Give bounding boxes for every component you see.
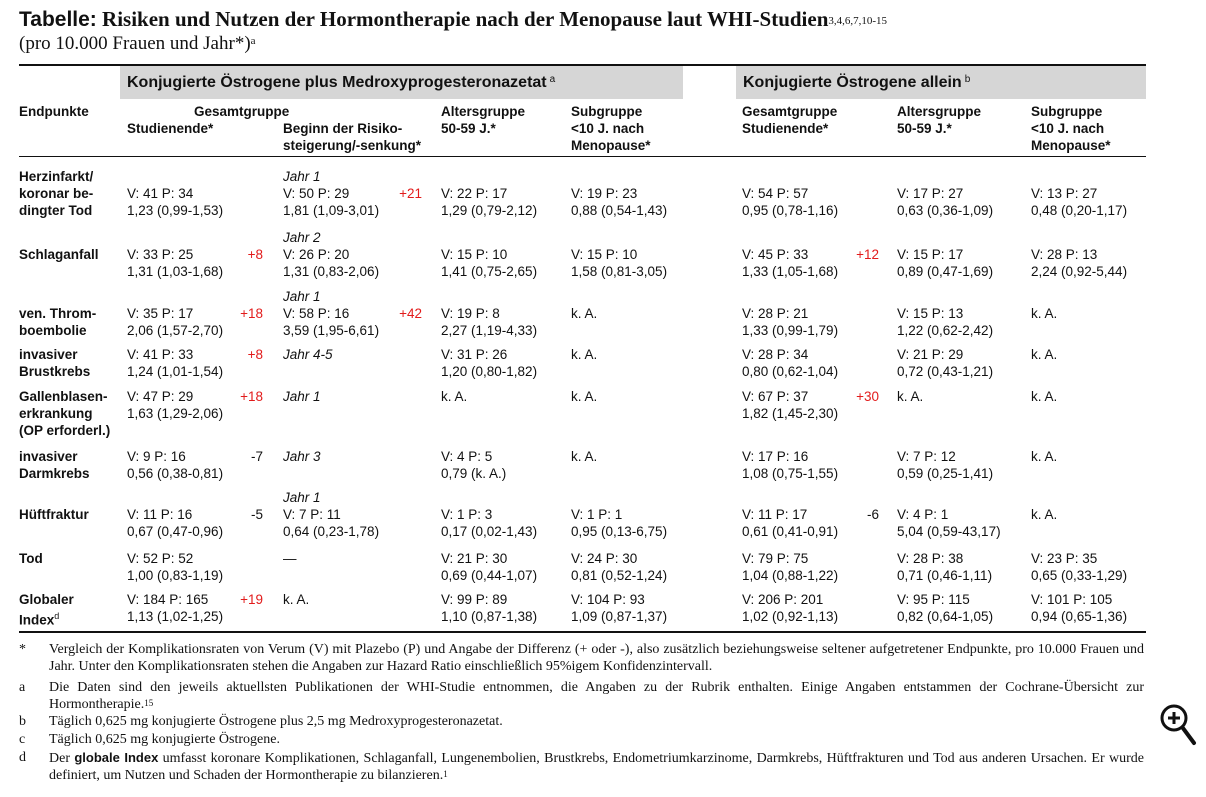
footnote-b: b Täglich 0,625 mg konjugierte Östrogene plus 2,5 mg Medroxyprogesteronazetat.: [19, 714, 503, 729]
cell-counts: k. A.: [1031, 507, 1058, 522]
cell-counts: V: 9 P: 16: [127, 449, 186, 464]
cell-hazard-ratio: 0,95 (0,13-6,75): [571, 524, 668, 539]
cell-hazard-ratio: 0,95 (0,78-1,16): [742, 203, 839, 218]
cell-hazard-ratio: 0,72 (0,43-1,21): [897, 364, 994, 379]
row-label: koronar be-: [19, 186, 94, 201]
cell-counts: V: 15 P: 10: [441, 247, 508, 262]
cell-difference: +8: [247, 347, 263, 362]
cell-hazard-ratio: 1,81 (1,09-3,01): [283, 203, 380, 218]
cell-counts: V: 184 P: 165: [127, 592, 209, 607]
year-label: Jahr 1: [283, 490, 321, 505]
cell-counts: V: 11 P: 16: [127, 507, 193, 522]
cell-hazard-ratio: 2,27 (1,19-4,33): [441, 323, 538, 338]
cell-counts: V: 24 P: 30: [571, 551, 638, 566]
cell-counts: V: 33 P: 25: [127, 247, 194, 262]
cell-counts: V: 41 P: 33: [127, 347, 194, 362]
cell-hazard-ratio: 0,79 (k. A.): [441, 466, 507, 481]
cell-counts: V: 17 P: 16: [742, 449, 809, 464]
cell-counts: V: 58 P: 16: [283, 306, 350, 321]
cell-hazard-ratio: 1,20 (0,80-1,82): [441, 364, 538, 379]
row-label: invasiver: [19, 347, 78, 362]
cell-hazard-ratio: 1,29 (0,79-2,12): [441, 203, 538, 218]
col-header-studienende-2: Studienende*: [742, 121, 829, 136]
cell-counts: V: 23 P: 35: [1031, 551, 1098, 566]
row-label: Brustkrebs: [19, 364, 91, 379]
cell-counts: k. A.: [571, 449, 598, 464]
year-label: Jahr 2: [283, 230, 321, 245]
cell-hazard-ratio: 1,00 (0,83-1,19): [127, 568, 224, 583]
cell-counts: V: 15 P: 10: [571, 247, 638, 262]
cell-counts: V: 11 P: 17: [742, 507, 808, 522]
bottom-rule: [19, 631, 1146, 633]
cell-counts: Jahr 1: [283, 389, 321, 404]
cell-hazard-ratio: 0,17 (0,02-1,43): [441, 524, 538, 539]
cell-counts: V: 22 P: 17: [441, 186, 508, 201]
cell-counts: V: 21 P: 30: [441, 551, 508, 566]
row-label: erkrankung: [19, 406, 93, 421]
cell-difference: +21: [399, 186, 422, 201]
cell-hazard-ratio: 2,06 (1,57-2,70): [127, 323, 224, 338]
cell-hazard-ratio: 0,48 (0,20-1,17): [1031, 203, 1128, 218]
cell-counts: V: 28 P: 38: [897, 551, 964, 566]
cell-hazard-ratio: 1,33 (1,05-1,68): [742, 264, 839, 279]
cell-hazard-ratio: 0,80 (0,62-1,04): [742, 364, 839, 379]
row-label: ven. Throm-: [19, 306, 97, 321]
cell-hazard-ratio: 0,89 (0,47-1,69): [897, 264, 994, 279]
cell-difference: -6: [866, 507, 879, 522]
cell-counts: V: 52 P: 52: [127, 551, 194, 566]
cell-hazard-ratio: 1,31 (0,83-2,06): [283, 264, 380, 279]
cell-hazard-ratio: 1,33 (0,99-1,79): [742, 323, 839, 338]
footnote-star: * Vergleich der Komplikationsraten von Verum (V) mit Plazebo (P) und Angabe der Differenz (+ oder -), also zusätzlich beziehungsweise seltener aufgetretener Endpunkte, pro 10.000 Frauen und Jahr. Unter den Komplikationsraten stehen die Angaben zur Hazard Ratio einschließlich 95%igem Konfidenzintervall.: [19, 642, 1144, 674]
cell-hazard-ratio: 1,13 (1,02-1,25): [127, 609, 224, 624]
cell-hazard-ratio: 1,58 (0,81-3,05): [571, 264, 668, 279]
cell-counts: V: 7 P: 12: [897, 449, 956, 464]
cell-difference: +18: [240, 389, 263, 404]
cell-hazard-ratio: 1,08 (0,75-1,55): [742, 466, 839, 481]
cell-hazard-ratio: 1,10 (0,87-1,38): [441, 609, 538, 624]
row-label: invasiver: [19, 449, 78, 464]
cell-hazard-ratio: 1,63 (1,29-2,06): [127, 406, 224, 421]
cell-hazard-ratio: 0,67 (0,47-0,96): [127, 524, 224, 539]
cell-hazard-ratio: 1,04 (0,88-1,22): [742, 568, 839, 583]
row-label: [19, 608, 59, 629]
cell-counts: V: 206 P: 201: [742, 592, 824, 607]
col-header-beginn-2: steigerung/-senkung*: [283, 138, 422, 153]
cell-counts: V: 47 P: 29: [127, 389, 194, 404]
cell-counts: k. A.: [1031, 347, 1058, 362]
cell-hazard-ratio: 1,09 (0,87-1,37): [571, 609, 668, 624]
table-subtitle: (pro 10.000 Frauen und Jahr*)$^a$: [19, 33, 256, 54]
row-label-sup: d: [54, 611, 60, 621]
row-label: Herzinfarkt/: [19, 169, 94, 184]
group-header-combined: Konjugierte Östrogene plus Medroxyprogesteronazetat $^a$: [120, 66, 683, 99]
row-label-text: Index: [19, 612, 55, 628]
cell-hazard-ratio: 0,64 (0,23-1,78): [283, 524, 380, 539]
cell-difference: +30: [856, 389, 879, 404]
cell-counts: k. A.: [1031, 306, 1058, 321]
cell-counts: V: 19 P: 23: [571, 186, 638, 201]
cell-difference: -7: [250, 449, 263, 464]
cell-difference: +42: [399, 306, 422, 321]
col-header-altersgruppe-2-1: Altersgruppe: [897, 104, 982, 119]
group-header-estrogen-alone: Konjugierte Östrogene allein $^b$: [736, 66, 1146, 99]
cell-hazard-ratio: 0,59 (0,25-1,41): [897, 466, 994, 481]
cell-counts: V: 15 P: 13: [897, 306, 964, 321]
cell-hazard-ratio: 1,82 (1,45-2,30): [742, 406, 839, 421]
col-header-subgruppe-2: <10 J. nach: [571, 121, 645, 136]
cell-hazard-ratio: 0,71 (0,46-1,11): [897, 568, 993, 583]
row-label: (OP erforderl.): [19, 423, 111, 438]
cell-hazard-ratio: 0,94 (0,65-1,36): [1031, 609, 1128, 624]
row-label: Schlaganfall: [19, 247, 99, 262]
row-label: boembolie: [19, 323, 87, 338]
col-header-endpunkte: Endpunkte: [19, 104, 89, 119]
cell-counts: V: 99 P: 89: [441, 592, 508, 607]
cell-counts: V: 15 P: 17: [897, 247, 964, 262]
col-header-beginn-1: Beginn der Risiko-: [283, 121, 403, 136]
cell-counts: V: 31 P: 26: [441, 347, 508, 362]
cell-counts: Jahr 3: [283, 449, 321, 464]
cell-counts: V: 54 P: 57: [742, 186, 809, 201]
cell-counts: k. A.: [283, 592, 310, 607]
year-label: Jahr 1: [283, 169, 321, 184]
cell-hazard-ratio: 1,02 (0,92-1,13): [742, 609, 839, 624]
cell-counts: k. A.: [571, 306, 598, 321]
row-label: Gallenblasen-: [19, 389, 108, 404]
cell-counts: V: 41 P: 34: [127, 186, 194, 201]
cell-hazard-ratio: 0,69 (0,44-1,07): [441, 568, 538, 583]
cell-hazard-ratio: 5,04 (0,59-43,17): [897, 524, 1001, 539]
cell-hazard-ratio: 1,41 (0,75-2,65): [441, 264, 538, 279]
col-header-altersgruppe-2-2: 50-59 J.*: [897, 121, 952, 136]
cell-difference: +18: [240, 306, 263, 321]
cell-counts: V: 4 P: 5: [441, 449, 493, 464]
cell-hazard-ratio: 0,82 (0,64-1,05): [897, 609, 994, 624]
cell-hazard-ratio: 0,81 (0,52-1,24): [571, 568, 668, 583]
cell-counts: k. A.: [897, 389, 924, 404]
col-header-subgruppe-3: Menopause*: [571, 138, 651, 153]
cell-counts: V: 21 P: 29: [897, 347, 964, 362]
cell-counts: V: 26 P: 20: [283, 247, 350, 262]
footnote-c: c Täglich 0,625 mg konjugierte Östrogene.: [19, 732, 280, 747]
row-label: Globaler: [19, 592, 74, 607]
col-header-altersgruppe-1: Altersgruppe: [441, 104, 526, 119]
cell-hazard-ratio: 0,63 (0,36-1,09): [897, 203, 994, 218]
cell-counts: V: 13 P: 27: [1031, 186, 1098, 201]
cell-counts: k. A.: [441, 389, 468, 404]
cell-counts: k. A.: [1031, 449, 1058, 464]
cell-counts: k. A.: [571, 347, 598, 362]
cell-difference: +8: [247, 247, 263, 262]
col-header-altersgruppe-2: 50-59 J.*: [441, 121, 496, 136]
table-title: Tabelle: Risiken und Nutzen der Hormontherapie nach der Menopause laut WHI-Studien$^{3,4,6,7,10-15}$: [19, 7, 888, 31]
cell-hazard-ratio: 0,61 (0,41-0,91): [742, 524, 839, 539]
col-header-subgruppe-2-3: Menopause*: [1031, 138, 1111, 153]
cell-counts: V: 28 P: 34: [742, 347, 809, 362]
footnote-d: d Der globale Index umfasst koronare Komplikationen, Schlaganfall, Lungenembolien, Brustkrebs, Endometriumkarzinome, Darmkrebs, Hüftfrakturen und Tod aus anderen Ursachen. Er wurde definiert, um Nutzen und Schaden der Hormontherapie zu bilanzieren.$^1$: [19, 750, 1144, 783]
cell-counts: V: 1 P: 1: [571, 507, 623, 522]
cell-hazard-ratio: 1,23 (0,99-1,53): [127, 203, 224, 218]
cell-counts: —: [283, 551, 297, 566]
cell-counts: k. A.: [1031, 389, 1058, 404]
cell-counts: V: 35 P: 17: [127, 306, 194, 321]
cell-counts: V: 50 P: 29: [283, 186, 350, 201]
cell-counts: V: 67 P: 37: [742, 389, 809, 404]
cell-counts: V: 4 P: 1: [897, 507, 949, 522]
cell-hazard-ratio: 0,88 (0,54-1,43): [571, 203, 668, 218]
row-label: Darmkrebs: [19, 466, 90, 481]
cell-counts: V: 19 P: 8: [441, 306, 500, 321]
cell-counts: k. A.: [571, 389, 598, 404]
cell-counts: V: 28 P: 21: [742, 306, 809, 321]
cell-counts: V: 79 P: 75: [742, 551, 809, 566]
zoom-in-icon[interactable]: [1158, 702, 1198, 748]
col-header-subgruppe-2-2: <10 J. nach: [1031, 121, 1105, 136]
row-label: dingter Tod: [19, 203, 93, 218]
cell-difference: -5: [250, 507, 263, 522]
row-label: Tod: [19, 551, 43, 566]
cell-counts: V: 104 P: 93: [571, 592, 645, 607]
footnote-a: a Die Daten sind den jeweils aktuellsten Publikationen der WHI-Studie entnommen, die Angaben zu der Rubrik enthalten. Einige Angaben entstammen der Cochrane-Übersicht zur Hormontherapie.$^{15}$: [19, 680, 1144, 712]
header-rule: [19, 156, 1146, 157]
cell-counts: Jahr 4-5: [283, 347, 333, 362]
cell-hazard-ratio: 2,24 (0,92-5,44): [1031, 264, 1128, 279]
cell-hazard-ratio: 1,22 (0,62-2,42): [897, 323, 994, 338]
cell-hazard-ratio: 0,65 (0,33-1,29): [1031, 568, 1128, 583]
col-header-gesamtgruppe: Gesamtgruppe: [194, 104, 290, 119]
cell-difference: +19: [240, 592, 263, 607]
col-header-subgruppe-2-1: Subgruppe: [1031, 104, 1103, 119]
cell-hazard-ratio: 1,24 (1,01-1,54): [127, 364, 224, 379]
cell-counts: V: 1 P: 3: [441, 507, 493, 522]
cell-difference: +12: [856, 247, 879, 262]
cell-counts: V: 101 P: 105: [1031, 592, 1113, 607]
cell-counts: V: 28 P: 13: [1031, 247, 1098, 262]
year-label: Jahr 1: [283, 289, 321, 304]
cell-hazard-ratio: 3,59 (1,95-6,61): [283, 323, 380, 338]
col-header-subgruppe-1: Subgruppe: [571, 104, 643, 119]
col-header-gesamtgruppe-2: Gesamtgruppe: [742, 104, 838, 119]
row-label: Hüftfraktur: [19, 507, 89, 522]
cell-hazard-ratio: 1,31 (1,03-1,68): [127, 264, 224, 279]
cell-counts: V: 95 P: 115: [897, 592, 970, 607]
cell-counts: V: 7 P: 11: [283, 507, 341, 522]
cell-counts: V: 45 P: 33: [742, 247, 809, 262]
col-header-studienende: Studienende*: [127, 121, 214, 136]
cell-hazard-ratio: 0,56 (0,38-0,81): [127, 466, 224, 481]
cell-counts: V: 17 P: 27: [897, 186, 964, 201]
